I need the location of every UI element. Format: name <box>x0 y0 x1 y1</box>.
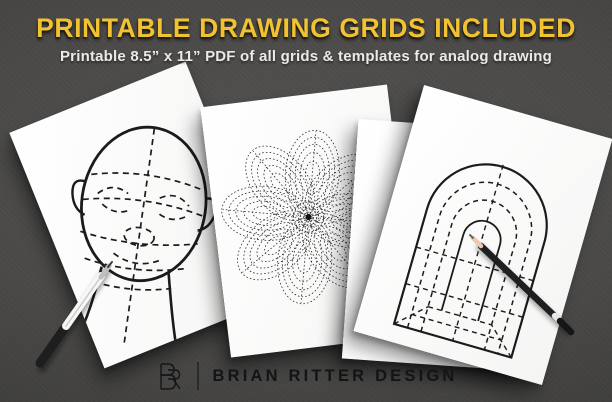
logo-separator <box>197 362 199 390</box>
footer-logo <box>0 354 612 398</box>
brand-wordmark: BRIAN RITTER DESIGN <box>212 366 458 385</box>
page-title: PRINTABLE DRAWING GRIDS INCLUDED <box>36 13 576 43</box>
header <box>0 0 612 65</box>
br-monogram-icon <box>154 360 184 393</box>
subtitle: Printable 8.5” x 11” PDF of all grids & templates for analog drawing <box>59 48 553 65</box>
